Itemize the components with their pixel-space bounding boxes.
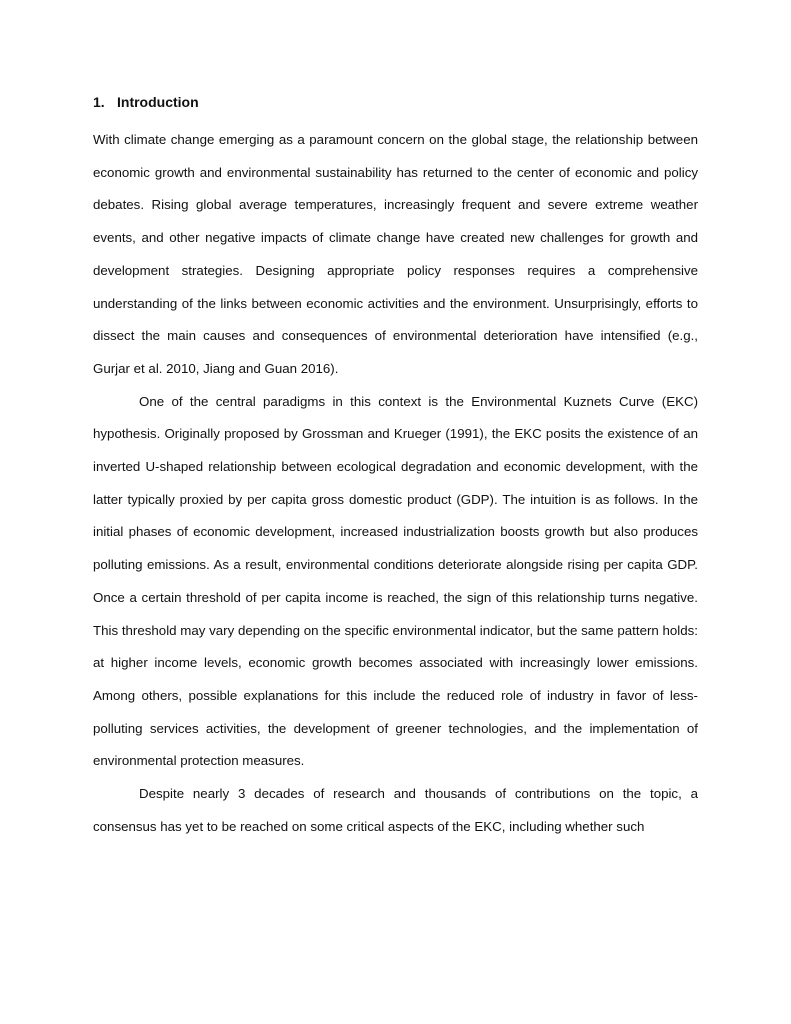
section-title: Introduction	[117, 94, 199, 110]
section-number: 1.	[93, 94, 105, 110]
paragraph-2: One of the central paradigms in this context is the Environmental Kuznets Curve (EKC) hypothesis. Originally proposed by Grossman and Krueger (1991), the EKC posits the existence of an inverted U-shaped relationship between ecological degradation and economic development, with the latter typically proxied by per capita gross domestic product (GDP). The intuition is as follows. In the initial phases of economic development, increased industrialization boosts growth but also produces polluting emissions. As a result, environmental conditions deteriorate alongside rising per capita GDP. Once a certain threshold of per capita income is reached, the sign of this relationship turns negative. This threshold may vary depending on the specific environmental indicator, but the same pattern holds: at higher income levels, economic growth becomes associated with increasingly lower emissions. Among others, possible explanations for this include the reduced role of industry in favor of less-polluting services activities, the development of greener technologies, and the implementation of environmental protection measures.	[93, 393, 698, 769]
section-heading	[93, 92, 698, 112]
page-content	[93, 92, 698, 843]
paragraph-3: Despite nearly 3 decades of research and thousands of contributions on the topic, a consensus has yet to be reached on some critical aspects of the EKC, including whether such	[93, 786, 698, 834]
paragraph-1: With climate change emerging as a paramount concern on the global stage, the relationship between economic growth and environmental sustainability has returned to the center of economic and policy debates. Rising global average temperatures, increasingly frequent and severe extreme weather events, and other negative impacts of climate change have created new challenges for growth and development strategies. Designing appropriate policy responses requires a comprehensive understanding of the links between economic activities and the environment. Unsurprisingly, efforts to dissect the main causes and consequences of environmental deterioration have intensified (e.g., Gurjar et al. 2010, Jiang and Guan 2016).	[93, 132, 698, 376]
